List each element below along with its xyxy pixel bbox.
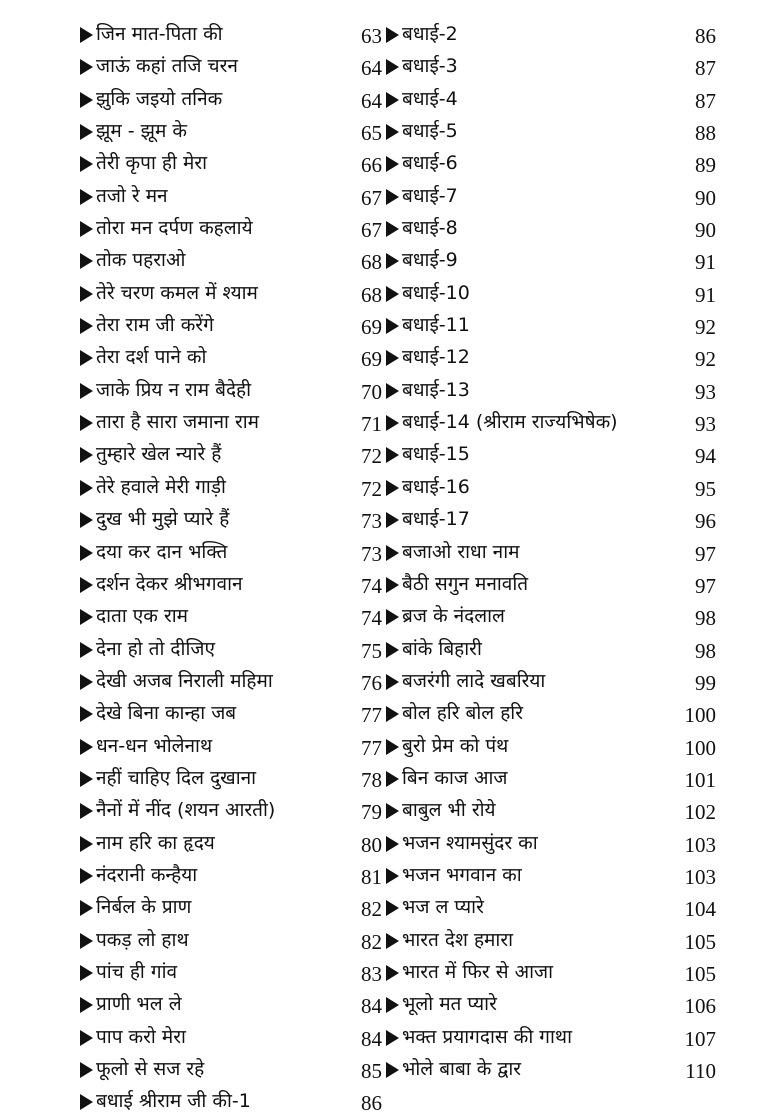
play-arrow-icon <box>80 124 93 140</box>
entry-page-number: 79 <box>361 800 382 825</box>
play-arrow-icon <box>80 221 93 237</box>
entry-title: देना हो तो दीजिए <box>96 637 215 660</box>
index-entry[interactable] <box>386 1055 716 1087</box>
entry-title: बोल हरि बोल हरि <box>402 702 523 725</box>
entry-page-number: 101 <box>684 767 716 792</box>
index-entry[interactable] <box>80 829 382 861</box>
index-entry[interactable] <box>386 52 716 84</box>
entry-page-number: 82 <box>361 897 382 922</box>
entry-title: झुकि जइयो तनिक <box>96 87 223 110</box>
play-arrow-icon <box>386 674 399 690</box>
entry-title: तोरा मन दर्पण कहलाये <box>96 217 253 240</box>
index-entry[interactable] <box>80 311 382 343</box>
entry-title: बजाओ राधा नाम <box>402 540 520 563</box>
entry-title: बधाई-16 <box>402 475 470 498</box>
play-arrow-icon <box>80 674 93 690</box>
entry-title: बजरंगी लादे खबरिया <box>402 669 546 692</box>
index-entry[interactable] <box>80 376 382 408</box>
index-entry[interactable] <box>386 990 716 1022</box>
entry-page-number: 67 <box>361 218 382 243</box>
index-entry[interactable] <box>80 52 382 84</box>
entry-page-number: 81 <box>361 864 382 889</box>
entry-page-number: 105 <box>684 929 716 954</box>
index-entry[interactable] <box>386 635 716 667</box>
index-entry[interactable] <box>80 85 382 117</box>
index-entry[interactable] <box>80 473 382 505</box>
entry-page-number: 84 <box>361 994 382 1019</box>
index-entry[interactable] <box>80 20 382 52</box>
play-arrow-icon <box>80 189 93 205</box>
index-entry[interactable] <box>80 893 382 925</box>
entry-page-number: 98 <box>695 606 716 631</box>
index-entry[interactable] <box>386 505 716 537</box>
entry-page-number: 87 <box>695 88 716 113</box>
index-entry[interactable] <box>386 279 716 311</box>
entry-title: ब्रज के नंदलाल <box>402 605 505 628</box>
play-arrow-icon <box>386 1062 399 1078</box>
entry-title: भज ल प्यारे <box>402 896 484 919</box>
index-entry[interactable] <box>80 538 382 570</box>
entry-page-number: 92 <box>695 347 716 372</box>
play-arrow-icon <box>80 286 93 302</box>
entry-title: बधाई-6 <box>402 152 458 175</box>
index-entry[interactable] <box>386 732 716 764</box>
entry-page-number: 87 <box>695 56 716 81</box>
entry-title: दुख भी मुझे प्यारे हैं <box>96 508 230 531</box>
play-arrow-icon <box>80 900 93 916</box>
entry-title: भारत में फिर से आजा <box>402 960 554 983</box>
index-entry[interactable] <box>80 667 382 699</box>
play-arrow-icon <box>386 189 399 205</box>
play-arrow-icon <box>80 253 93 269</box>
entry-title: बधाई-10 <box>402 281 470 304</box>
entry-title: बधाई-17 <box>402 508 470 531</box>
index-entry[interactable] <box>386 117 716 149</box>
entry-title: धन-धन भोलेनाथ <box>96 734 213 757</box>
play-arrow-icon <box>386 156 399 172</box>
entry-page-number: 74 <box>361 573 382 598</box>
play-arrow-icon <box>386 868 399 884</box>
entry-title: भजन भगवान का <box>402 863 522 886</box>
entry-title: फूलो से सज रहे <box>96 1058 205 1080</box>
entry-page-number: 90 <box>695 218 716 243</box>
index-entry[interactable] <box>80 1087 382 1119</box>
play-arrow-icon <box>386 286 399 302</box>
entry-page-number: 77 <box>361 703 382 728</box>
entry-page-number: 106 <box>684 994 716 1019</box>
index-column-left <box>80 20 382 1120</box>
entry-title: नाम हरि का हृदय <box>96 831 215 854</box>
play-arrow-icon <box>386 92 399 108</box>
play-arrow-icon <box>386 447 399 463</box>
entry-title: नैनों में नींद (शयन आरती) <box>96 799 276 822</box>
index-entry[interactable] <box>80 182 382 214</box>
index-entry[interactable] <box>386 699 716 731</box>
index-entry[interactable] <box>386 1023 716 1055</box>
index-entry[interactable] <box>386 311 716 343</box>
entry-page-number: 72 <box>361 476 382 501</box>
play-arrow-icon <box>80 27 93 43</box>
entry-title: प्राणी भल ले <box>96 993 182 1016</box>
play-arrow-icon <box>80 868 93 884</box>
entry-title: जाऊं कहां तजि चरन <box>96 55 238 78</box>
play-arrow-icon <box>386 836 399 852</box>
entry-title: तेरा दर्श पाने को <box>96 346 207 369</box>
index-entry[interactable] <box>80 117 382 149</box>
entry-page-number: 80 <box>361 832 382 857</box>
play-arrow-icon <box>386 350 399 366</box>
play-arrow-icon <box>386 253 399 269</box>
index-entry[interactable] <box>80 796 382 828</box>
entry-page-number: 85 <box>361 1059 382 1083</box>
index-entry[interactable] <box>80 861 382 893</box>
entry-title: बुरो प्रेम को पंथ <box>402 734 509 757</box>
entry-title: पाप करो मेरा <box>96 1025 186 1048</box>
entry-title: बधाई-8 <box>402 217 458 240</box>
entry-page-number: 86 <box>695 24 716 48</box>
index-entry[interactable] <box>386 538 716 570</box>
entry-page-number: 91 <box>695 282 716 307</box>
play-arrow-icon <box>386 59 399 75</box>
index-entry[interactable] <box>80 214 382 246</box>
entry-page-number: 93 <box>695 412 716 437</box>
entry-title: बधाई-3 <box>402 55 458 78</box>
index-entry[interactable] <box>80 408 382 440</box>
play-arrow-icon <box>386 221 399 237</box>
index-entry[interactable] <box>80 990 382 1022</box>
entry-page-number: 68 <box>361 250 382 275</box>
entry-title: पकड़ लो हाथ <box>96 928 189 951</box>
index-entry[interactable] <box>386 796 716 828</box>
entry-page-number: 82 <box>361 929 382 954</box>
play-arrow-icon <box>80 739 93 755</box>
play-arrow-icon <box>80 577 93 593</box>
entry-page-number: 74 <box>361 606 382 631</box>
entry-title: बधाई-11 <box>402 314 470 337</box>
entry-title: तेरे हवाले मेरी गाड़ी <box>96 475 226 498</box>
index-entry[interactable] <box>386 246 716 278</box>
play-arrow-icon <box>80 965 93 981</box>
entry-page-number: 90 <box>695 185 716 210</box>
play-arrow-icon <box>80 156 93 172</box>
index-entry[interactable] <box>386 85 716 117</box>
entry-page-number: 72 <box>361 444 382 469</box>
index-entry[interactable] <box>80 246 382 278</box>
play-arrow-icon <box>80 512 93 528</box>
entry-title: झूम - झूम के <box>96 120 188 143</box>
entry-title: बधाई-7 <box>402 184 458 207</box>
play-arrow-icon <box>80 771 93 787</box>
entry-title: बैठी सगुन मनावति <box>402 572 529 595</box>
play-arrow-icon <box>386 771 399 787</box>
entry-page-number: 96 <box>695 509 716 534</box>
entry-title: निर्बल के प्राण <box>96 896 192 919</box>
index-entry[interactable] <box>80 1023 382 1055</box>
entry-page-number: 77 <box>361 735 382 760</box>
entry-title: बांके बिहारी <box>402 637 482 660</box>
entry-page-number: 64 <box>361 56 382 81</box>
play-arrow-icon <box>80 59 93 75</box>
index-entry[interactable] <box>80 279 382 311</box>
play-arrow-icon <box>80 480 93 496</box>
entry-page-number: 94 <box>695 444 716 469</box>
entry-title: तुम्हारे खेल न्यारे हैं <box>96 443 222 466</box>
play-arrow-icon <box>80 350 93 366</box>
entry-title: देखे बिना कान्हा जब <box>96 702 237 725</box>
index-entry[interactable] <box>80 343 382 375</box>
play-arrow-icon <box>80 642 93 658</box>
entry-title: तोक पहराओ <box>96 249 186 272</box>
index-entry[interactable] <box>386 764 716 796</box>
entry-page-number: 65 <box>361 121 382 146</box>
play-arrow-icon <box>386 739 399 755</box>
play-arrow-icon <box>386 706 399 722</box>
play-arrow-icon <box>386 27 399 43</box>
entry-page-number: 64 <box>361 88 382 113</box>
index-entry[interactable] <box>386 473 716 505</box>
entry-title: दया कर दान भक्ति <box>96 540 228 563</box>
entry-page-number: 69 <box>361 315 382 340</box>
entry-title: दाता एक राम <box>96 605 188 628</box>
index-entry[interactable] <box>80 570 382 602</box>
play-arrow-icon <box>386 124 399 140</box>
entry-title: जिन मात-पिता की <box>96 23 223 45</box>
entry-title: बधाई-5 <box>402 120 458 143</box>
play-arrow-icon <box>386 480 399 496</box>
index-entry[interactable] <box>80 602 382 634</box>
play-arrow-icon <box>386 415 399 431</box>
play-arrow-icon <box>386 997 399 1013</box>
play-arrow-icon <box>386 609 399 625</box>
index-entry[interactable] <box>386 861 716 893</box>
play-arrow-icon <box>80 933 93 949</box>
entry-title: जाके प्रिय न राम बैदेही <box>96 378 252 401</box>
play-arrow-icon <box>80 92 93 108</box>
entry-page-number: 97 <box>695 573 716 598</box>
play-arrow-icon <box>80 415 93 431</box>
entry-page-number: 92 <box>695 315 716 340</box>
entry-page-number: 104 <box>684 897 716 922</box>
index-entry[interactable] <box>80 732 382 764</box>
entry-page-number: 102 <box>684 800 716 825</box>
index-entry[interactable] <box>80 149 382 181</box>
play-arrow-icon <box>80 609 93 625</box>
entry-page-number: 67 <box>361 185 382 210</box>
index-column-right <box>386 20 716 1087</box>
index-entry[interactable] <box>80 699 382 731</box>
entry-title: तारा है सारा जमाना राम <box>96 411 260 434</box>
entry-page-number: 110 <box>685 1059 716 1083</box>
play-arrow-icon <box>80 836 93 852</box>
play-arrow-icon <box>386 512 399 528</box>
index-entry[interactable] <box>386 149 716 181</box>
index-entry[interactable] <box>80 1055 382 1087</box>
entry-page-number: 70 <box>361 379 382 404</box>
index-entry[interactable] <box>386 829 716 861</box>
play-arrow-icon <box>386 318 399 334</box>
play-arrow-icon <box>386 803 399 819</box>
play-arrow-icon <box>80 1062 93 1078</box>
play-arrow-icon <box>386 577 399 593</box>
entry-title: भोले बाबा के द्वार <box>402 1058 522 1080</box>
entry-title: बधाई-15 <box>402 443 470 466</box>
play-arrow-icon <box>386 383 399 399</box>
entry-page-number: 73 <box>361 541 382 566</box>
entry-page-number: 66 <box>361 153 382 178</box>
entry-title: तेरी कृपा ही मेरा <box>96 152 208 175</box>
entry-page-number: 103 <box>684 864 716 889</box>
entry-page-number: 63 <box>361 24 382 48</box>
entry-page-number: 107 <box>684 1026 716 1051</box>
entry-page-number: 69 <box>361 347 382 372</box>
play-arrow-icon <box>386 900 399 916</box>
entry-page-number: 91 <box>695 250 716 275</box>
entry-title: बधाई-13 <box>402 378 470 401</box>
play-arrow-icon <box>80 997 93 1013</box>
entry-page-number: 95 <box>695 476 716 501</box>
entry-title: तेरे चरण कमल में श्याम <box>96 281 258 304</box>
entry-title: दर्शन देकर श्रीभगवान <box>96 572 243 595</box>
play-arrow-icon <box>80 706 93 722</box>
entry-title: बधाई-2 <box>402 23 458 45</box>
index-entry[interactable] <box>386 570 716 602</box>
entry-page-number: 78 <box>361 767 382 792</box>
entry-page-number: 99 <box>695 670 716 695</box>
entry-page-number: 93 <box>695 379 716 404</box>
play-arrow-icon <box>80 803 93 819</box>
entry-page-number: 68 <box>361 282 382 307</box>
entry-title: बाबुल भी रोये <box>402 799 496 822</box>
entry-page-number: 75 <box>361 638 382 663</box>
index-entry[interactable] <box>386 376 716 408</box>
entry-page-number: 105 <box>684 961 716 986</box>
play-arrow-icon <box>386 545 399 561</box>
entry-title: बधाई-9 <box>402 249 458 272</box>
index-entry[interactable] <box>80 635 382 667</box>
entry-title: बधाई-14 (श्रीराम राज्यभिषेक) <box>402 411 618 434</box>
entry-page-number: 83 <box>361 961 382 986</box>
play-arrow-icon <box>80 383 93 399</box>
index-entry[interactable] <box>80 926 382 958</box>
index-entry[interactable] <box>386 440 716 472</box>
entry-page-number: 84 <box>361 1026 382 1051</box>
play-arrow-icon <box>80 1030 93 1046</box>
index-entry[interactable] <box>386 893 716 925</box>
index-entry[interactable] <box>386 214 716 246</box>
entry-page-number: 73 <box>361 509 382 534</box>
entry-page-number: 76 <box>361 670 382 695</box>
play-arrow-icon <box>386 642 399 658</box>
entry-page-number: 98 <box>695 638 716 663</box>
entry-title: बधाई श्रीराम जी की-1 <box>96 1090 251 1113</box>
index-entry[interactable] <box>386 20 716 52</box>
index-entry[interactable] <box>80 764 382 796</box>
entry-page-number: 103 <box>684 832 716 857</box>
entry-title: बधाई-4 <box>402 87 458 110</box>
entry-page-number: 100 <box>684 735 716 760</box>
entry-title: नहीं चाहिए दिल दुखाना <box>96 766 257 789</box>
index-entry[interactable] <box>80 958 382 990</box>
entry-page-number: 86 <box>361 1091 382 1116</box>
entry-page-number: 97 <box>695 541 716 566</box>
entry-page-number: 71 <box>361 412 382 437</box>
entry-title: भजन श्यामसुंदर का <box>402 831 538 854</box>
play-arrow-icon <box>80 318 93 334</box>
entry-title: बधाई-12 <box>402 346 470 369</box>
entry-title: भक्त प्रयागदास की गाथा <box>402 1025 572 1048</box>
index-entry[interactable] <box>386 182 716 214</box>
play-arrow-icon <box>80 447 93 463</box>
play-arrow-icon <box>386 1030 399 1046</box>
index-entry[interactable] <box>80 440 382 472</box>
index-entry[interactable] <box>386 408 716 440</box>
entry-title: तजो रे मन <box>96 184 168 207</box>
index-entry[interactable] <box>386 926 716 958</box>
entry-title: नंदरानी कन्हैया <box>96 863 198 886</box>
index-entry[interactable] <box>80 505 382 537</box>
entry-page-number: 100 <box>684 703 716 728</box>
entry-page-number: 88 <box>695 121 716 146</box>
entry-title: देखी अजब निराली महिमा <box>96 669 273 692</box>
entry-page-number: 89 <box>695 153 716 178</box>
entry-title: भूलो मत प्यारे <box>402 993 497 1016</box>
play-arrow-icon <box>386 933 399 949</box>
entry-title: भारत देश हमारा <box>402 928 514 951</box>
entry-title: तेरा राम जी करेंगे <box>96 314 214 337</box>
index-entry[interactable] <box>386 667 716 699</box>
index-entry[interactable] <box>386 958 716 990</box>
entry-title: बिन काज आज <box>402 766 508 789</box>
play-arrow-icon <box>386 965 399 981</box>
index-entry[interactable] <box>386 343 716 375</box>
entry-title: पांच ही गांव <box>96 960 178 983</box>
play-arrow-icon <box>80 545 93 561</box>
index-entry[interactable] <box>386 602 716 634</box>
